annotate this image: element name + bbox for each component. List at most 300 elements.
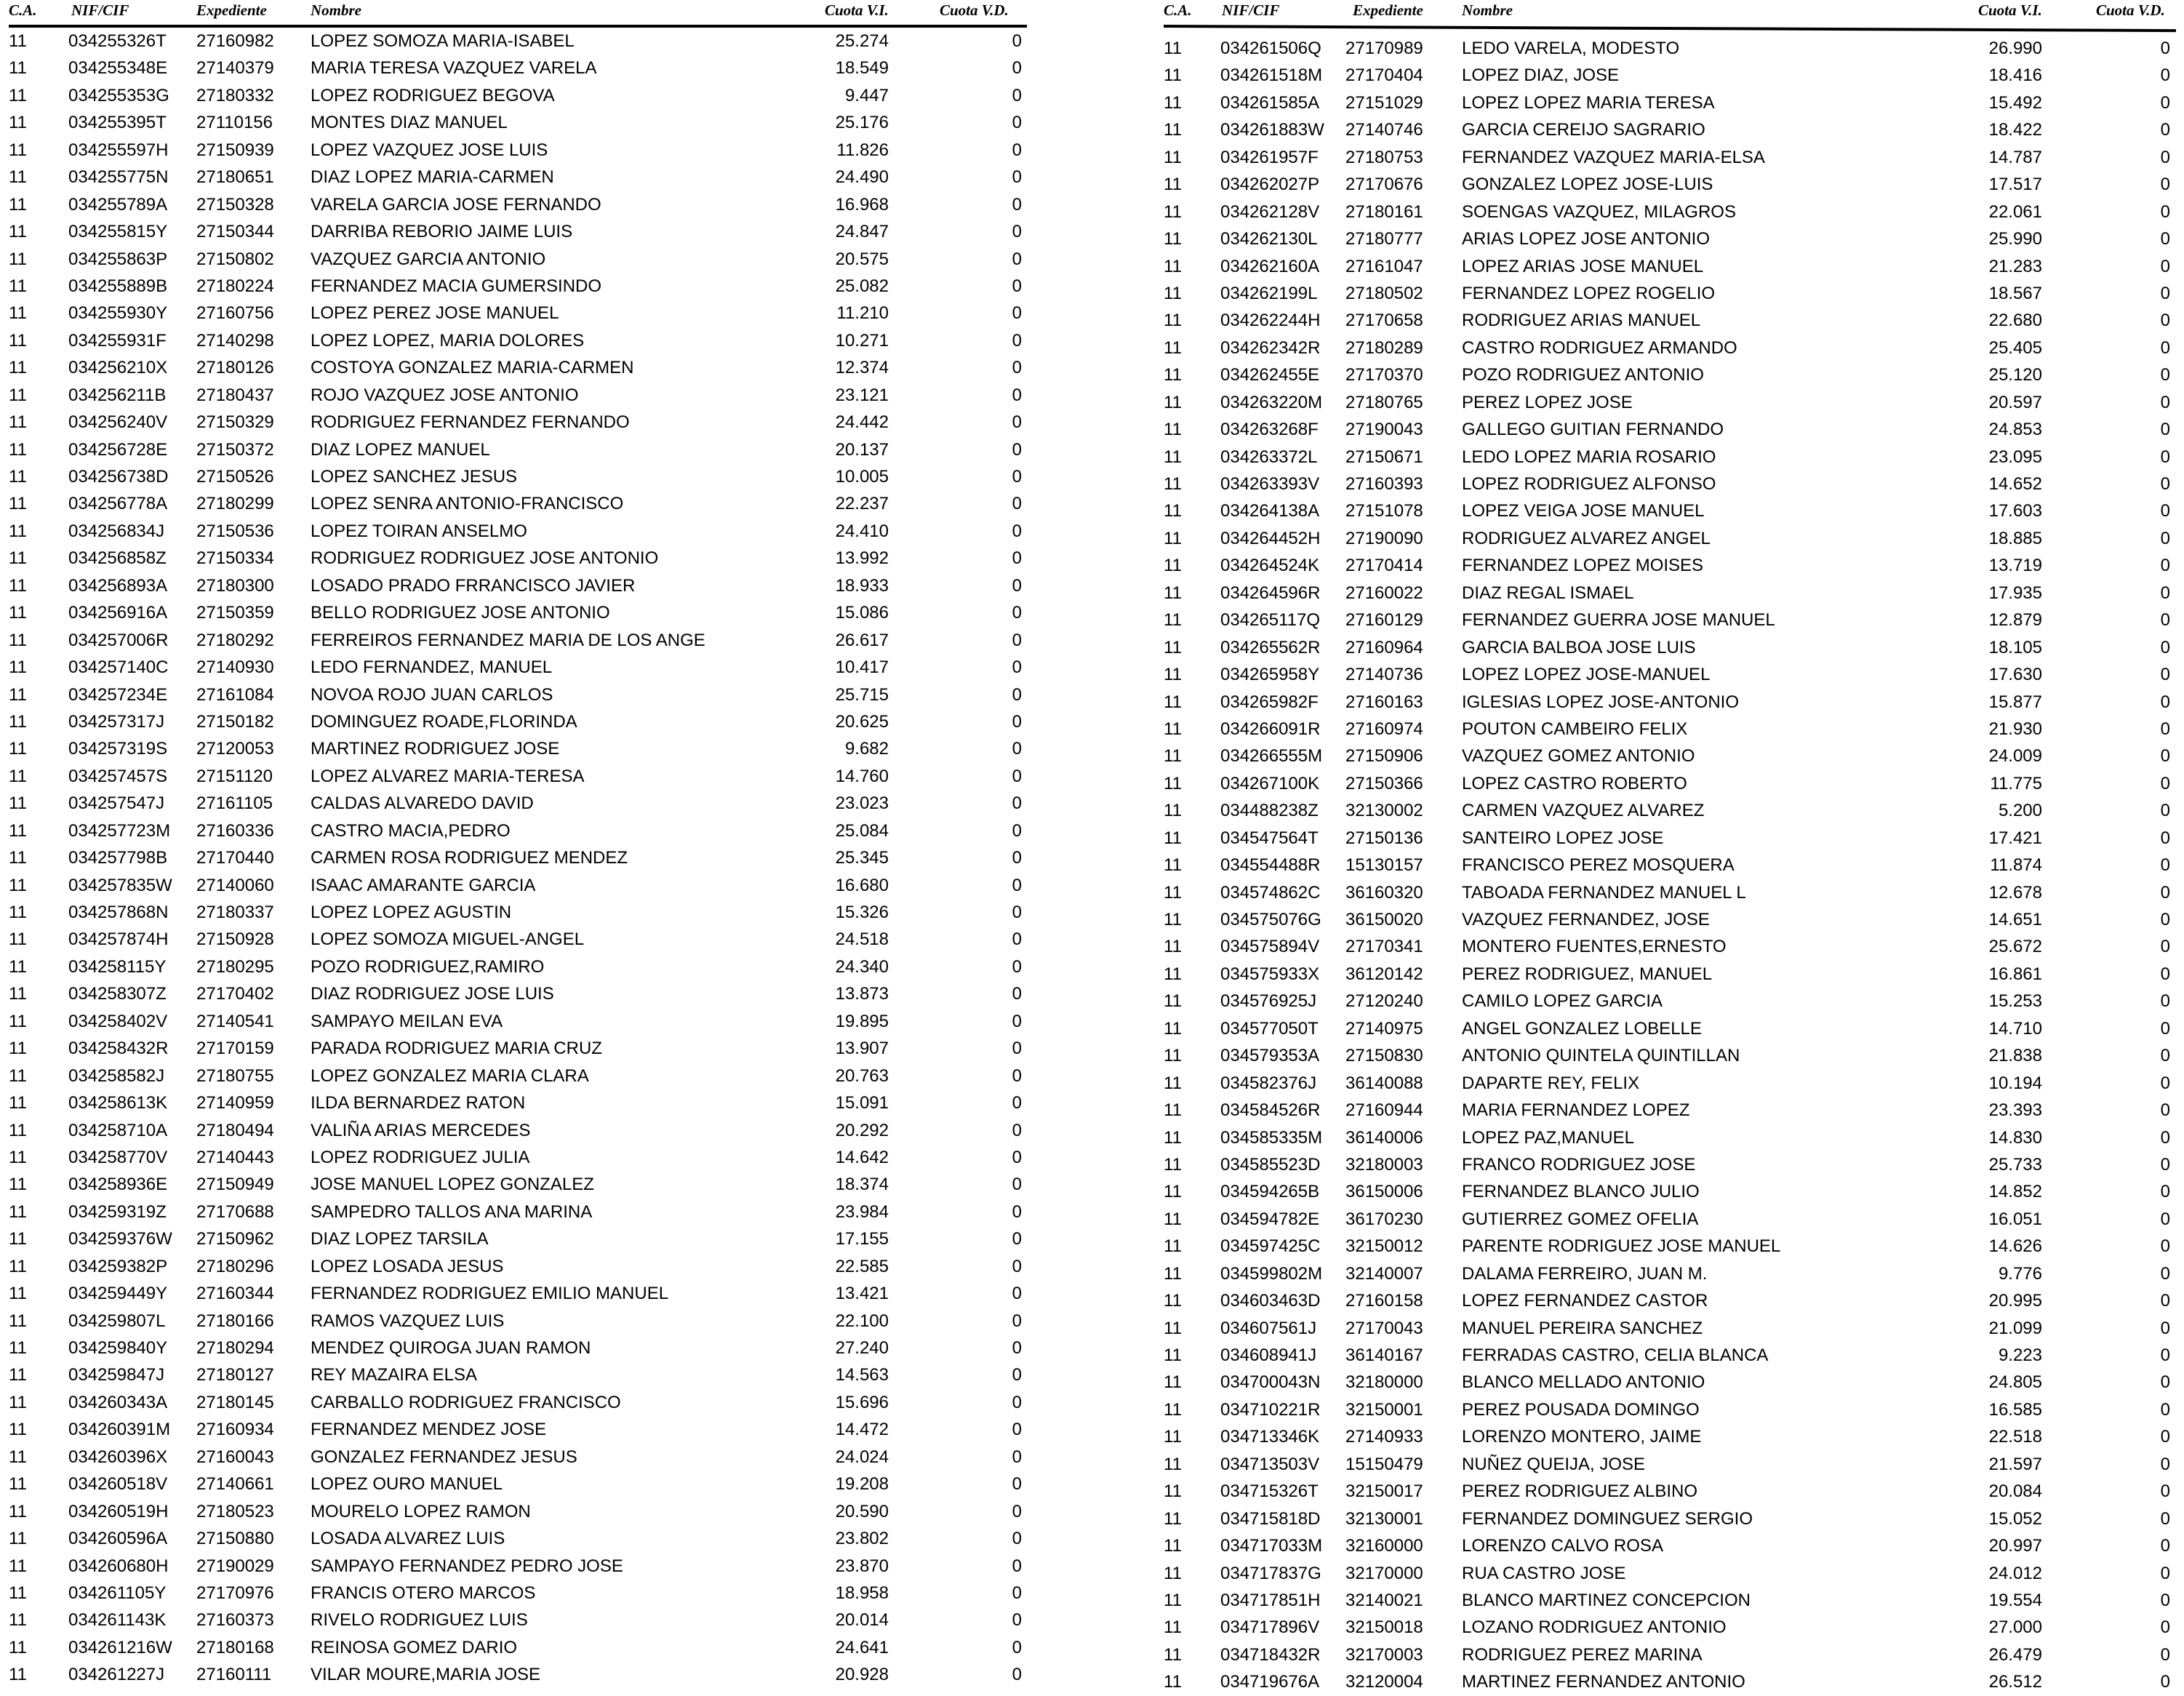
cell-cuota-vd: 0 [1012,31,1022,51]
cell-nombre: LOPEZ SOMOZA MIGUEL-ANGEL [311,929,585,950]
cell-cuota-vi: 26.617 [835,630,889,650]
cell-nombre: BELLO RODRIGUEZ JOSE ANTONIO [311,603,610,623]
table-row [9,817,1033,844]
cell-cuota-vd: 0 [1012,358,1022,378]
table-row [9,1498,1033,1525]
cell-ca: 11 [9,820,27,841]
table-row [9,1035,1033,1062]
cell-nombre: VAZQUEZ FERNANDEZ, JOSE [1462,910,1710,929]
cell-expediente: 32160000 [1345,1536,1423,1556]
cell-cuota-vd: 0 [1012,1039,1022,1059]
cell-cuota-vi: 13.992 [835,548,889,569]
cell-nombre: ISAAC AMARANTE GARCIA [311,875,536,895]
cell-cuota-vd: 0 [2160,1481,2170,1502]
cell-nombre: ARIAS LOPEZ JOSE ANTONIO [1462,229,1710,249]
cell-nif-cif: 034257868N [68,903,169,922]
cell-ca: 11 [1164,420,1182,440]
cell-ca: 11 [1164,147,1182,167]
cell-cuota-vd: 0 [2160,1318,2170,1338]
table-row [1164,471,2176,497]
cell-cuota-vi: 14.651 [1988,910,2042,929]
cell-ca: 11 [9,1147,27,1167]
cell-cuota-vd: 0 [2160,1263,2170,1284]
left-table [9,0,1033,1689]
cell-cuota-vd: 0 [2160,882,2170,903]
cell-expediente: 27160974 [1345,719,1423,739]
cell-nombre: CARMEN VAZQUEZ ALVAREZ [1462,801,1705,821]
cell-cuota-vi: 24.641 [835,1637,889,1657]
cell-cuota-vd: 0 [2160,692,2170,712]
cell-expediente: 27190029 [196,1556,274,1576]
cell-cuota-vd: 0 [1012,1392,1022,1412]
cell-ca: 11 [1164,283,1182,303]
cell-expediente: 27160344 [196,1284,274,1304]
table-row [1164,1532,2176,1559]
cell-nif-cif: 034256211B [68,385,167,405]
cell-nombre: COSTOYA GONZALEZ MARIA-CARMEN [311,358,634,378]
table-row [9,1008,1033,1035]
cell-nif-cif: 034577050T [1220,1018,1319,1039]
cell-cuota-vi: 20.625 [835,711,889,732]
table-row [9,518,1033,545]
cell-ca: 11 [1164,1481,1182,1502]
cell-cuota-vi: 22.237 [835,494,889,514]
cell-nombre: ILDA BERNARDEZ RATON [311,1093,526,1113]
cell-cuota-vi: 20.137 [835,439,889,460]
table-row [9,1389,1033,1416]
cell-nif-cif: 034264524K [1220,556,1320,576]
cell-nombre: REY MAZAIRA ELSA [311,1365,477,1385]
table-row [9,463,1033,490]
table-row [9,109,1033,136]
cell-cuota-vd: 0 [1012,1120,1022,1140]
header-expediente: Expediente [196,1,267,19]
cell-cuota-vd: 0 [2160,1291,2170,1311]
cell-cuota-vd: 0 [2160,147,2170,167]
cell-nif-cif: 034260680H [68,1556,169,1576]
cell-ca: 11 [9,1420,27,1440]
cell-ca: 11 [1164,1563,1182,1583]
cell-nombre: NOVOA ROJO JUAN CARLOS [311,684,553,705]
header-nif-cif: NIF/CIF [71,1,129,19]
table-row [9,1089,1033,1116]
cell-ca: 11 [9,439,27,460]
table-row [9,1661,1033,1688]
cell-cuota-vi: 15.326 [835,903,889,922]
cell-ca: 11 [1164,229,1182,249]
cell-nombre: LOPEZ GONZALEZ MARIA CLARA [311,1065,589,1086]
cell-expediente: 27180295 [196,956,274,977]
cell-expediente: 27150136 [1345,828,1423,848]
cell-ca: 11 [1164,365,1182,385]
cell-nombre: MARIA TERESA VAZQUEZ VARELA [311,58,597,79]
cell-cuota-vi: 11.826 [836,140,889,160]
table-row [9,953,1033,980]
cell-cuota-vi: 14.760 [835,766,889,786]
cell-expediente: 27190090 [1345,528,1423,548]
cell-cuota-vi: 25.084 [835,820,889,841]
cell-cuota-vi: 24.805 [1988,1372,2042,1393]
cell-expediente: 27140959 [196,1093,274,1113]
cell-cuota-vi: 25.715 [835,684,889,705]
cell-nombre: MARIA FERNANDEZ LOPEZ [1462,1100,1690,1121]
cell-cuota-vi: 14.787 [1988,147,2042,167]
cell-cuota-vi: 22.100 [835,1311,889,1331]
cell-ca: 11 [1164,92,1182,113]
cell-ca: 11 [9,793,27,814]
cell-cuota-vi: 23.870 [835,1556,889,1576]
cell-nif-cif: 034700043N [1220,1372,1321,1393]
table-row [1164,933,2176,960]
cell-nombre: LOPEZ DIAZ, JOSE [1462,65,1620,86]
table-row [9,681,1033,708]
cell-ca: 11 [1164,1345,1182,1365]
table-row [9,1471,1033,1497]
table-row [9,1607,1033,1633]
cell-nif-cif: 034262027P [1220,175,1320,195]
table-row [1164,1178,2176,1205]
cell-cuota-vi: 16.585 [1988,1399,2042,1420]
cell-expediente: 27170989 [1345,39,1423,58]
cell-nombre: CASTRO RODRIGUEZ ARMANDO [1462,337,1737,358]
cell-cuota-vi: 15.091 [835,1093,889,1113]
table-row [1164,1042,2176,1069]
cell-nombre: LOPEZ PAZ,MANUEL [1462,1127,1634,1148]
cell-ca: 11 [9,222,27,242]
cell-cuota-vd: 0 [2160,1454,2170,1474]
cell-expediente: 27140930 [196,657,274,678]
table-row [1164,1070,2176,1097]
cell-nombre: LEDO FERNANDEZ, MANUEL [311,657,553,678]
cell-cuota-vd: 0 [1012,1093,1022,1113]
cell-nombre: GARCIA CEREIJO SAGRARIO [1462,120,1705,140]
cell-nombre: FERNANDEZ DOMINGUEZ SERGIO [1462,1508,1753,1529]
cell-expediente: 32140021 [1345,1590,1423,1610]
cell-cuota-vi: 14.563 [835,1365,889,1385]
cell-nif-cif: 034264452H [1220,528,1321,548]
table-row [1164,1423,2176,1450]
table-row [9,627,1033,654]
cell-expediente: 27180332 [196,85,274,105]
header-ca: C.A. [9,1,37,19]
cell-nombre: LOPEZ CASTRO ROBERTO [1462,773,1687,793]
header-nif-cif: NIF/CIF [1222,1,1280,19]
cell-ca: 11 [1164,447,1182,467]
cell-cuota-vi: 26.990 [1988,39,2042,58]
cell-expediente: 32130001 [1345,1508,1423,1529]
cell-nif-cif: 034261227J [68,1665,165,1685]
cell-ca: 11 [9,1229,27,1249]
cell-ca: 11 [9,358,27,378]
cell-nombre: FERREIROS FERNANDEZ MARIA DE LOS ANGE [311,630,705,650]
cell-ca: 11 [9,1175,27,1195]
table-row [9,572,1033,599]
cell-nombre: FRANCIS OTERO MARCOS [311,1583,536,1603]
cell-nombre: LOZANO RODRIGUEZ ANTONIO [1462,1617,1727,1638]
table-row [9,382,1033,409]
cell-expediente: 27170341 [1345,937,1423,957]
cell-nombre: VILAR MOURE,MARIA JOSE [311,1665,541,1685]
table-row [1164,607,2176,633]
cell-cuota-vi: 25.176 [835,113,889,133]
table-row [1164,1587,2176,1614]
cell-cuota-vi: 10.417 [835,657,889,678]
table-row [9,436,1033,463]
cell-ca: 11 [9,929,27,950]
cell-expediente: 32130002 [1345,801,1423,821]
cell-nif-cif: 034585335M [1220,1127,1323,1148]
table-row [1164,89,2176,116]
table-row [9,490,1033,517]
cell-cuota-vi: 12.374 [835,358,889,378]
table-row [1164,35,2176,62]
cell-cuota-vi: 21.099 [1988,1318,2042,1338]
cell-ca: 11 [9,1447,27,1467]
cell-nombre: RODRIGUEZ PEREZ MARINA [1462,1644,1703,1665]
cell-nif-cif: 034715326T [1220,1481,1319,1502]
cell-cuota-vd: 0 [1012,1529,1022,1549]
cell-nif-cif: 034717851H [1220,1590,1321,1610]
cell-ca: 11 [1164,964,1182,984]
cell-cuota-vd: 0 [2160,337,2170,358]
cell-ca: 11 [1164,528,1182,548]
cell-cuota-vi: 25.120 [1988,365,2042,385]
cell-expediente: 27150366 [1345,773,1423,793]
cell-nombre: FERNANDEZ BLANCO JULIO [1462,1182,1700,1202]
table-row [1164,1396,2176,1423]
cell-ca: 11 [1164,855,1182,876]
cell-expediente: 27150928 [196,929,274,950]
cell-cuota-vi: 23.393 [1988,1100,2042,1121]
header-cuota-vi: Cuota V.I. [1978,1,2042,19]
cell-cuota-vd: 0 [1012,630,1022,650]
cell-expediente: 27140975 [1345,1018,1423,1039]
cell-nombre: BLANCO MARTINEZ CONCEPCION [1462,1590,1751,1610]
cell-ca: 11 [9,58,27,79]
cell-nombre: LOPEZ SANCHEZ JESUS [311,467,518,487]
cell-nombre: LOSADO PRADO FRRANCISCO JAVIER [311,575,636,596]
table-row [1164,1124,2176,1151]
cell-expediente: 27170043 [1345,1318,1423,1338]
cell-ca: 11 [1164,1073,1182,1093]
cell-cuota-vi: 24.853 [1988,420,2042,440]
cell-cuota-vi: 20.590 [835,1501,889,1521]
cell-cuota-vd: 0 [2160,1209,2170,1229]
cell-ca: 11 [1164,474,1182,494]
cell-cuota-vi: 22.585 [835,1256,889,1276]
cell-expediente: 32170000 [1345,1563,1423,1583]
cell-cuota-vd: 0 [2160,801,2170,821]
cell-nombre: LOPEZ RODRIGUEZ BEGOVA [311,85,555,105]
table-row [9,790,1033,817]
cell-cuota-vd: 0 [1012,1610,1022,1631]
cell-cuota-vd: 0 [1012,575,1022,596]
cell-cuota-vd: 0 [2160,773,2170,793]
cell-nif-cif: 034265982F [1220,692,1319,712]
cell-nif-cif: 034260391M [68,1420,171,1440]
cell-cuota-vi: 9.447 [844,85,889,105]
cell-nif-cif: 034256778A [68,494,168,514]
cell-cuota-vi: 20.084 [1988,1481,2042,1502]
table-row [1164,116,2176,143]
cell-cuota-vd: 0 [2160,1399,2170,1420]
cell-nif-cif: 034264596R [1220,583,1321,603]
cell-ca: 11 [1164,1209,1182,1229]
cell-expediente: 27160964 [1345,637,1423,657]
cell-nif-cif: 034255597H [68,140,169,160]
cell-nif-cif: 034260518V [68,1474,168,1495]
cell-nombre: REINOSA GOMEZ DARIO [311,1637,518,1657]
cell-nombre: LOPEZ LOPEZ MARIA TERESA [1462,92,1715,113]
table-row [9,246,1033,273]
cell-cuota-vi: 22.680 [1988,311,2042,331]
cell-cuota-vd: 0 [1012,303,1022,324]
table-row [1164,1206,2176,1233]
table-row [1164,280,2176,307]
cell-nombre: POZO RODRIGUEZ,RAMIRO [311,956,545,977]
cell-ca: 11 [9,1338,27,1358]
cell-nif-cif: 034256240V [68,412,168,433]
cell-ca: 11 [9,385,27,405]
cell-expediente: 27140541 [196,1011,274,1031]
table-row [1164,1151,2176,1178]
cell-expediente: 27180502 [1345,283,1423,303]
cell-cuota-vi: 13.719 [1988,556,2042,576]
cell-cuota-vi: 17.603 [1988,501,2042,521]
cell-nif-cif: 034265958Y [1220,665,1320,685]
cell-cuota-vi: 21.283 [1988,256,2042,276]
cell-cuota-vi: 14.626 [1988,1236,2042,1257]
table-row [1164,253,2176,280]
cell-cuota-vi: 17.517 [1988,175,2042,195]
cell-ca: 11 [9,1392,27,1412]
cell-expediente: 27180296 [196,1256,274,1276]
cell-nombre: GONZALEZ LOPEZ JOSE-LUIS [1462,175,1713,195]
cell-nif-cif: 034717896V [1220,1617,1320,1638]
cell-nif-cif: 034257006R [68,630,169,650]
cell-expediente: 27180337 [196,903,274,922]
cell-cuota-vd: 0 [2160,474,2170,494]
cell-nif-cif: 034257874H [68,929,169,950]
cell-cuota-vi: 16.861 [1988,964,2042,984]
cell-ca: 11 [9,1093,27,1113]
cell-ca: 11 [1164,665,1182,685]
cell-expediente: 27110156 [196,113,273,133]
cell-ca: 11 [1164,692,1182,712]
cell-cuota-vd: 0 [1012,1284,1022,1304]
cell-expediente: 32140007 [1345,1263,1423,1284]
cell-nombre: FERNANDEZ LOPEZ ROGELIO [1462,283,1716,303]
table-row [1164,1614,2176,1641]
cell-ca: 11 [9,848,27,868]
table-row [9,735,1033,762]
cell-nif-cif: 034257457S [68,766,168,786]
cell-nif-cif: 034263372L [1220,447,1318,467]
cell-expediente: 27170370 [1345,365,1423,385]
cell-ca: 11 [1164,610,1182,631]
cell-expediente: 27160373 [196,1610,274,1631]
cell-expediente: 27150526 [196,467,274,487]
cell-ca: 11 [1164,1291,1182,1311]
cell-nombre: ROJO VAZQUEZ JOSE ANTONIO [311,385,579,405]
cell-nombre: RODRIGUEZ ARIAS MANUEL [1462,311,1701,331]
cell-ca: 11 [1164,910,1182,929]
table-row [1164,416,2176,443]
cell-expediente: 36170230 [1345,1209,1423,1229]
cell-nif-cif: 034547564T [1220,828,1319,848]
cell-cuota-vi: 13.421 [835,1284,889,1304]
cell-nombre: MONTERO FUENTES,ERNESTO [1462,937,1727,957]
cell-expediente: 27160043 [196,1447,274,1467]
cell-cuota-vi: 18.567 [1988,283,2042,303]
header-cuota-vd: Cuota V.D. [940,1,1009,19]
cell-cuota-vi: 21.597 [1988,1454,2042,1474]
cell-expediente: 27120240 [1345,991,1423,1012]
cell-expediente: 27140379 [196,58,274,79]
cell-expediente: 27170159 [196,1039,274,1059]
table-row [9,1361,1033,1388]
cell-ca: 11 [1164,801,1182,821]
cell-cuota-vd: 0 [1012,140,1022,160]
header-cuota-vi: Cuota V.I. [825,1,889,19]
cell-nif-cif: 034257234E [68,684,168,705]
cell-cuota-vi: 17.630 [1988,665,2042,685]
cell-expediente: 27180294 [196,1338,274,1358]
cell-nif-cif: 034256728E [68,439,168,460]
cell-ca: 11 [9,113,27,133]
table-row [1164,552,2176,579]
header-cuota-vd: Cuota V.D. [2096,1,2165,19]
cell-cuota-vd: 0 [2160,120,2170,140]
cell-expediente: 27180292 [196,630,274,650]
cell-cuota-vd: 0 [2160,283,2170,303]
cell-nif-cif: 034713346K [1220,1427,1320,1447]
cell-expediente: 27120053 [196,739,274,759]
cell-nombre: LOPEZ TOIRAN ANSELMO [311,521,527,541]
cell-expediente: 27150328 [196,194,274,215]
cell-ca: 11 [1164,556,1182,576]
cell-cuota-vd: 0 [1012,956,1022,977]
table-row [1164,689,2176,716]
cell-cuota-vd: 0 [2160,447,2170,467]
cell-cuota-vi: 20.292 [835,1120,889,1140]
cell-nombre: POUTON CAMBEIRO FELIX [1462,719,1688,739]
table-row [9,599,1033,626]
table-row [9,654,1033,681]
cell-expediente: 27180168 [196,1637,274,1657]
cell-cuota-vi: 16.051 [1988,1209,2042,1229]
cell-cuota-vi: 18.933 [835,575,889,596]
cell-expediente: 36160320 [1345,882,1423,903]
cell-nombre: GARCIA BALBOA JOSE LUIS [1462,637,1696,657]
cell-nif-cif: 034255889B [68,276,168,296]
cell-cuota-vi: 25.405 [1988,337,2042,358]
cell-ca: 11 [9,1501,27,1521]
table-row [9,872,1033,899]
cell-cuota-vi: 22.061 [1988,201,2042,222]
cell-ca: 11 [9,603,27,623]
cell-cuota-vd: 0 [1012,1637,1022,1657]
cell-nombre: DIAZ REGAL ISMAEL [1462,583,1634,603]
cell-cuota-vi: 24.490 [835,167,889,188]
cell-expediente: 36140006 [1345,1127,1423,1148]
table-row [9,1225,1033,1252]
cell-nombre: SAMPAYO FERNANDEZ PEDRO JOSE [311,1556,623,1576]
table-row [1164,1369,2176,1396]
cell-expediente: 27160982 [196,31,274,51]
cell-cuota-vd: 0 [2160,501,2170,521]
cell-cuota-vi: 23.095 [1988,447,2042,467]
